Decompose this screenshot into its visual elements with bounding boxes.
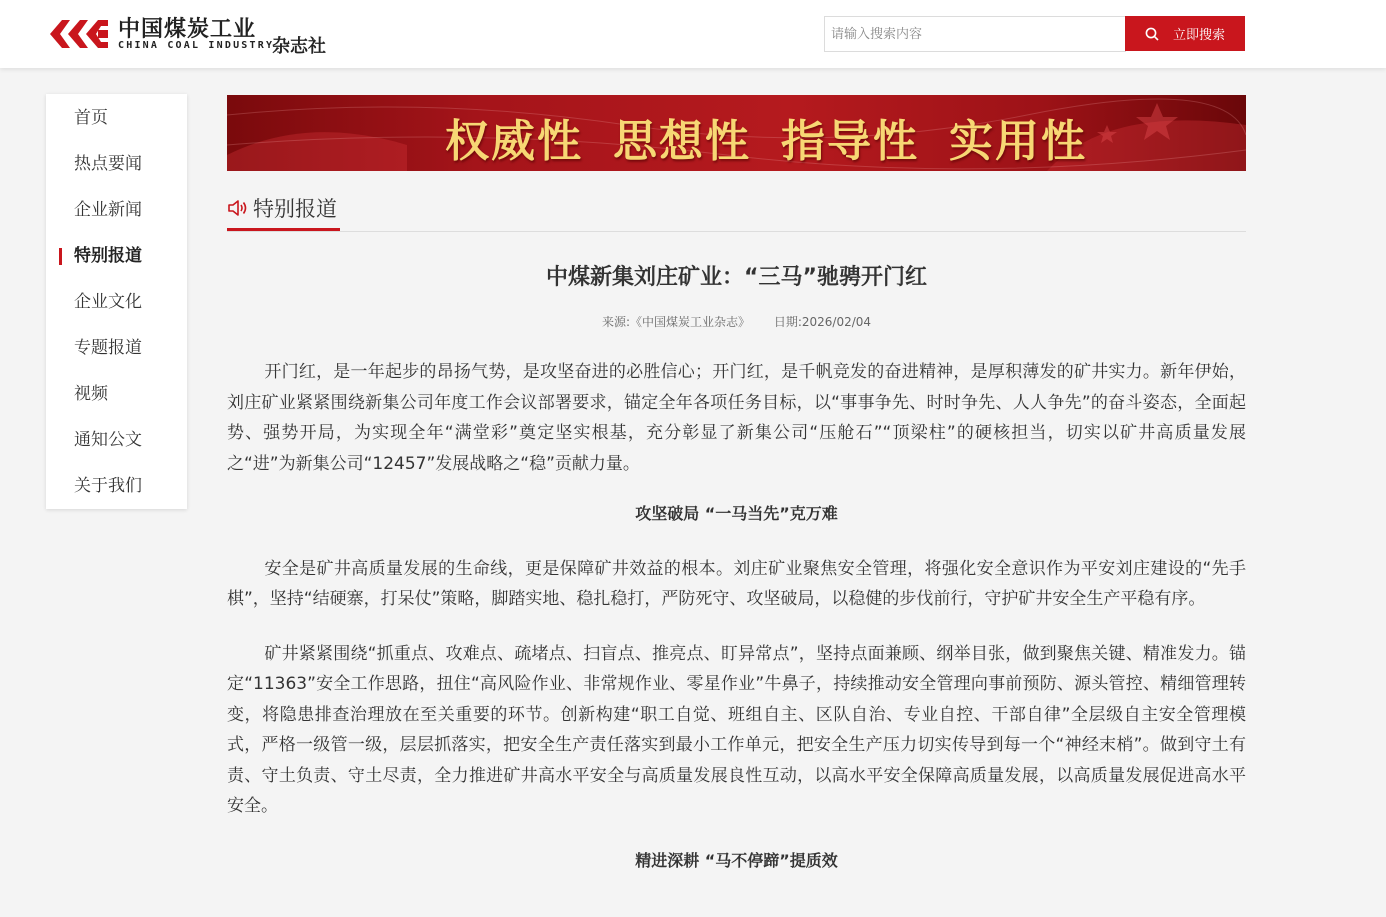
sidebar-item-label: 专题报道	[74, 338, 142, 358]
article-source: 来源:《中国煤炭工业杂志》	[601, 315, 750, 329]
sidebar-item-special-reports[interactable]	[46, 238, 187, 284]
section-header	[227, 184, 1246, 232]
banner-word: 思想性	[613, 116, 751, 167]
sidebar-item-video[interactable]	[46, 376, 187, 422]
search-button[interactable]	[1125, 16, 1245, 51]
section-title	[227, 184, 339, 231]
banner-slogan	[445, 105, 1117, 169]
article-subheading: 精进深耕 “马不停蹄”提质效	[635, 850, 838, 870]
speaker-icon	[227, 198, 249, 218]
search-button-label: 立即搜索	[1172, 28, 1225, 43]
sidebar-item-label: 企业文化	[74, 292, 142, 312]
article-meta	[227, 313, 1246, 330]
sidebar-item-corporate-culture[interactable]	[46, 284, 187, 330]
banner-word: 指导性	[781, 116, 919, 167]
sidebar-item-company-news[interactable]	[46, 192, 187, 238]
article-paragraph: 安全是矿井高质量发展的生命线，更是保障矿井效益的根本。刘庄矿业聚焦安全管理，将强化安全意识作为平安刘庄建设的“先手棋”，坚持“结硬寨，打呆仗”策略，脚踏实地、稳扎稳打，严防死守、攻坚破局，以稳健的步伐前行，守护矿井安全生产平稳有序。	[227, 558, 1246, 609]
sidebar-item-hot-news[interactable]	[46, 146, 187, 192]
article-subheading: 攻坚破局 “一马当先”克万难	[635, 504, 838, 523]
banner-word: 实用性	[949, 116, 1087, 167]
article-body	[227, 357, 1246, 876]
sidebar-item-label: 关于我们	[74, 476, 142, 496]
sidebar-item-label: 视频	[74, 384, 108, 404]
logo-magazine-label: 杂志社	[272, 36, 326, 57]
site-header	[0, 0, 1386, 68]
sidebar-item-label: 通知公文	[74, 430, 142, 450]
sidebar-item-label: 特别报道	[74, 246, 142, 266]
sidebar-item-feature-reports[interactable]	[46, 330, 187, 376]
article-paragraph: 矿井紧紧围绕“抓重点、攻难点、疏堵点、扫盲点、推亮点、盯异常点”，坚持点面兼顾、纲举目张，做到聚焦关键、精准发力。锚定“11363”安全工作思路，扭住“高风险作业、非常规作业、零星作业”牛鼻子，持续推动安全管理向事前预防、源头管控、精细管理转变，将隐患排查治理放在至关重要的环节。创新构建“职工自觉、班组自主、区队自治、专业自控、干部自律”全层级自主安全管理模式，严格一级管一级，层层抓落实，把安全生产责任落实到最小工作单元，把安全生产压力切实传导到每一个“神经末梢”。做到守土有责、守土负责、守土尽责，全力推进矿井高水平安全与高质量发展良性互动，以高水平安全保障高质量发展，以高质量发展促进高水平安全。	[227, 643, 1246, 816]
banner-word: 权威性	[445, 116, 583, 167]
sidebar-item-label: 企业新闻	[74, 200, 142, 220]
section-title-underline	[227, 228, 340, 231]
logo-chinese-name: 中国煤炭工业	[118, 16, 257, 42]
sidebar-item-label: 热点要闻	[74, 154, 142, 174]
article-title: 中煤新集刘庄矿业：“三马”驰骋开门红	[546, 265, 927, 290]
sidebar-item-label: 首页	[74, 108, 108, 128]
article-paragraph: 开门红，是一年起步的昂扬气势，是攻坚奋进的必胜信心；开门红，是千帆竞发的奋进精神，是厚积薄发的矿井实力。新年伊始，刘庄矿业紧紧围绕新集公司年度工作会议部署要求，锚定全年各项任务目标，以“事事争先、时时争先、人人争先”的奋斗姿态，全面起势、强势开局，为实现全年“满堂彩”奠定坚实根基，充分彰显了新集公司“压舱石”“顶梁柱”的硬核担当，切实以矿井高质量发展之“进”为新集公司“12457”发展战略之“稳”贡献力量。	[227, 362, 1246, 474]
sidebar-item-home[interactable]	[46, 100, 187, 146]
search-icon	[1145, 27, 1159, 41]
sidebar-item-about-us[interactable]	[46, 468, 187, 514]
section-title-text: 特别报道	[253, 196, 337, 221]
sidebar-nav	[46, 94, 187, 509]
slogan-banner	[227, 95, 1246, 171]
coal-industry-logo-icon	[46, 14, 112, 54]
article-date: 日期:2026/02/04	[773, 315, 872, 329]
sidebar-item-notices[interactable]	[46, 422, 187, 468]
search-input[interactable]	[824, 16, 1126, 52]
logo-english-name: CHINA COAL INDUSTRY	[118, 40, 275, 51]
